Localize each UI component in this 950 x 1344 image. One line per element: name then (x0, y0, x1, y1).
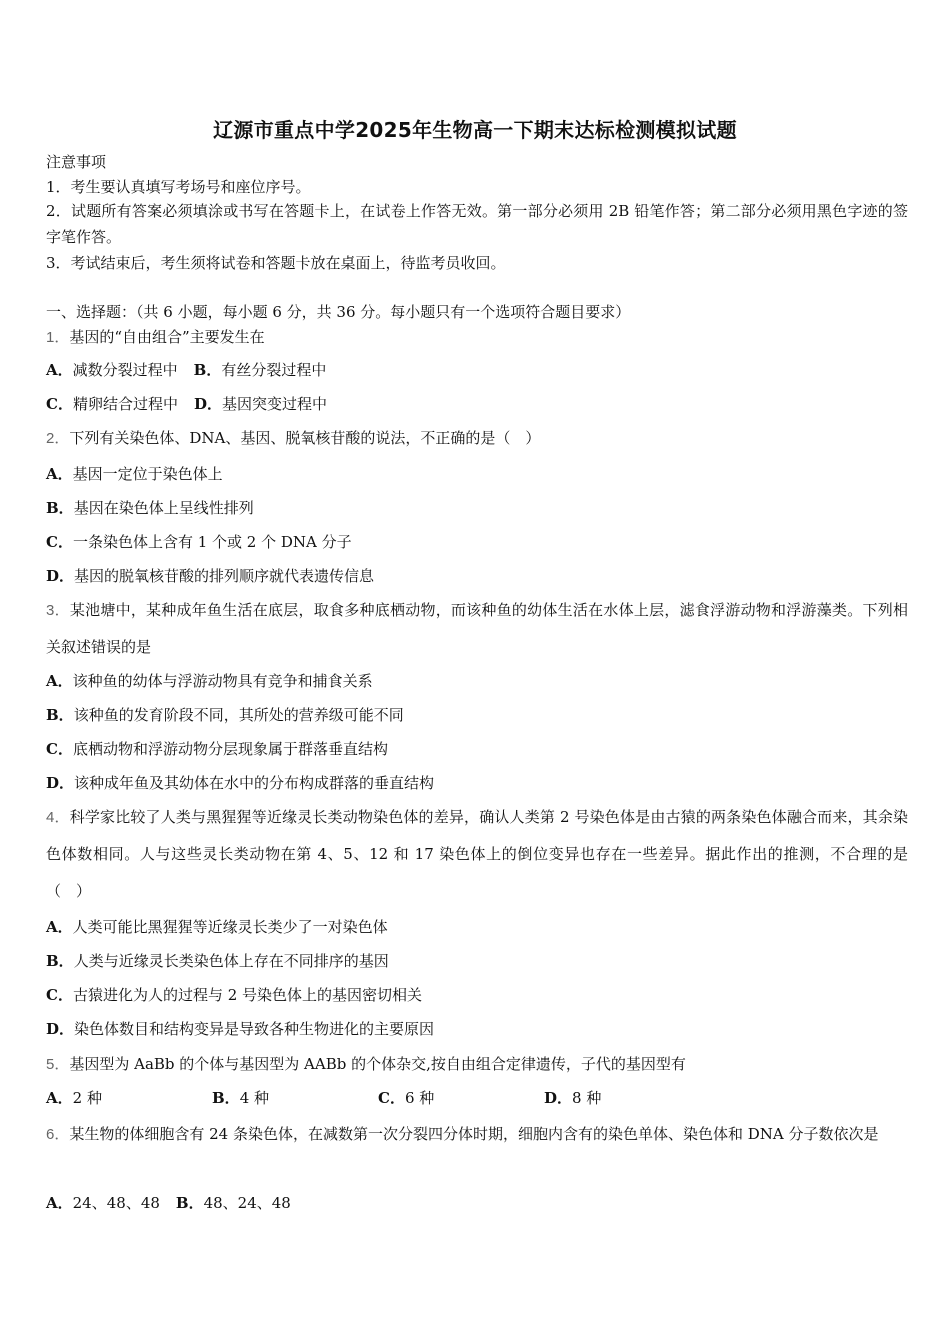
option-a[interactable]: A．减数分裂过程中 (46, 361, 178, 379)
notice-item: 1．考生要认真填写考场号和座位序号。 (46, 178, 311, 196)
option-c[interactable]: C．一条染色体上含有 1 个或 2 个 DNA 分子 (46, 533, 352, 551)
question-stem: 某生物的体细胞含有 24 条染色体，在减数第一次分裂四分体时期，细胞内含有的染色单体、染色体和 DNA 分子数依次是 (69, 1125, 879, 1143)
option-a[interactable]: A．基因一定位于染色体上 (46, 465, 223, 483)
option-b[interactable]: B．人类与近缘灵长类染色体上存在不同排序的基因 (46, 952, 389, 970)
option-c[interactable]: C．古猿进化为人的过程与 2 号染色体上的基因密切相关 (46, 986, 423, 1004)
option-d[interactable]: D．基因突变过程中 (193, 395, 327, 413)
question-4 (46, 799, 908, 910)
question-1 (46, 328, 908, 347)
question-1-options-row-1 (46, 361, 908, 379)
question-number: 3． (46, 602, 70, 619)
question-number: 6． (46, 1126, 70, 1143)
question-3 (46, 592, 908, 666)
option-d[interactable]: D．8 种 (544, 1089, 602, 1107)
option-b[interactable]: B．48、24、48 (175, 1194, 291, 1212)
question-stem: 科学家比较了人类与黑猩猩等近缘灵长类动物染色体的差异，确认人类第 2 号染色体是由古猿的两条染色体融合而来，其余染色体数相同。人与这些灵长类动物在第 4、5、12 和 17 染色体上的倒位变异也存在一些差异。据此作出的推测，不合理的是（ ） (46, 808, 908, 900)
question-number: 2． (46, 430, 70, 447)
question-stem: 某池塘中，某种成年鱼生活在底层，取食多种底栖动物，而该种鱼的幼体生活在水体上层，滤食浮游动物和浮游藻类。下列相关叙述错误的是 (46, 601, 909, 656)
option-a[interactable]: A．24、48、48 (46, 1194, 160, 1212)
question-1-options-row-2 (46, 395, 908, 413)
question-stem: 基因型为 AaBb 的个体与基因型为 AABb 的个体杂交,按自由组合定律遗传，子代的基因型有 (69, 1055, 686, 1073)
option-c[interactable]: C．6 种 (378, 1089, 435, 1107)
question-number: 1． (46, 329, 70, 346)
option-d[interactable]: D．该种成年鱼及其幼体在水中的分布构成群落的垂直结构 (46, 774, 435, 792)
option-d[interactable]: D．染色体数目和结构变异是导致各种生物进化的主要原因 (46, 1020, 435, 1038)
notice-heading: 注意事项 (46, 153, 107, 171)
question-number: 4． (46, 809, 70, 826)
question-2 (46, 429, 908, 448)
question-6 (46, 1116, 908, 1153)
section-heading: 一、选择题：（共 6 小题，每小题 6 分，共 36 分。每小题只有一个选项符合题目要求） (46, 303, 631, 321)
question-stem: 下列有关染色体、DNA、基因、脱氧核苷酸的说法，不正确的是（ ） (69, 429, 541, 447)
option-b[interactable]: B．有丝分裂过程中 (193, 361, 327, 379)
question-5 (46, 1055, 908, 1074)
option-c[interactable]: C．底栖动物和浮游动物分层现象属于群落垂直结构 (46, 740, 388, 758)
option-c[interactable]: C．精卵结合过程中 (46, 395, 178, 413)
question-6-options (46, 1194, 908, 1212)
option-b[interactable]: B．该种鱼的发育阶段不同，其所处的营养级可能不同 (46, 706, 404, 724)
question-number: 5． (46, 1056, 70, 1073)
question-5-options (46, 1089, 908, 1107)
option-a[interactable]: A．该种鱼的幼体与浮游动物具有竞争和捕食关系 (46, 672, 373, 690)
option-d[interactable]: D．基因的脱氧核苷酸的排列顺序就代表遗传信息 (46, 567, 375, 585)
option-a[interactable]: A．人类可能比黑猩猩等近缘灵长类少了一对染色体 (46, 918, 388, 936)
option-b[interactable]: B．基因在染色体上呈线性排列 (46, 499, 254, 517)
option-b[interactable]: B．4 种 (212, 1089, 269, 1107)
notice-item: 2．试题所有答案必须填涂或书写在答题卡上，在试卷上作答无效。第一部分必须用 2B 铅笔作答；第二部分必须用黑色字迹的签字笔作答。 (46, 202, 908, 246)
question-stem: 基因的“自由组合”主要发生在 (69, 328, 265, 346)
page-title: 辽源市重点中学2025年生物高一下期末达标检测模拟试题 (213, 118, 737, 142)
option-a[interactable]: A．2 种 (46, 1089, 102, 1107)
notice-item: 3．考试结束后，考生须将试卷和答题卡放在桌面上，待监考员收回。 (46, 254, 506, 272)
